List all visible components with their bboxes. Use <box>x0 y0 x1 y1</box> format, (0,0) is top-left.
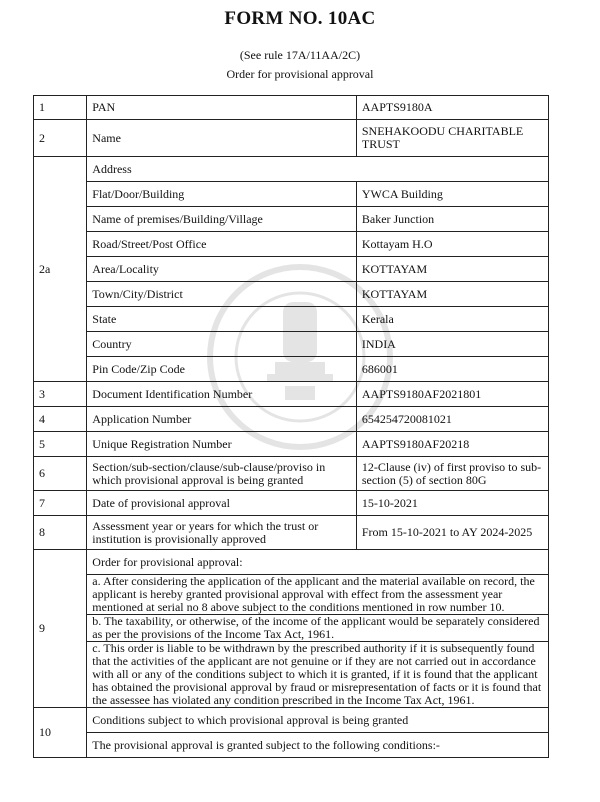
table-row <box>34 642 549 708</box>
field-value: 654254720081021 <box>356 407 548 432</box>
table-row <box>34 157 549 182</box>
table-row <box>34 550 549 575</box>
field-label: Date of provisional approval <box>87 491 357 516</box>
table-row <box>34 516 549 550</box>
field-label: State <box>87 307 357 332</box>
table-row <box>34 232 549 257</box>
field-label: PAN <box>87 96 357 120</box>
table-row <box>34 615 549 642</box>
row-number: 4 <box>34 407 87 432</box>
row-number: 2 <box>34 120 87 157</box>
rule-reference: (See rule 17A/11AA/2C) <box>239 48 361 62</box>
field-label: Order for provisional approval: <box>87 550 549 575</box>
table-row <box>34 332 549 357</box>
field-value: AAPTS9180A <box>356 96 548 120</box>
field-label: Application Number <box>87 407 357 432</box>
field-value: 15-10-2021 <box>356 491 548 516</box>
field-label: Country <box>87 332 357 357</box>
order-clause-b: b. The taxability, or otherwise, of the income of the applicant would be separately considered as per the provisions of the Income Tax Act, 1961. <box>87 615 549 642</box>
table-row <box>34 257 549 282</box>
row-number: 10 <box>34 708 87 758</box>
field-label: Document Identification Number <box>87 382 357 407</box>
field-label: Assessment year or years for which the trust or institution is provisionally approved <box>87 516 357 550</box>
table-row <box>34 96 549 120</box>
table-row <box>34 120 549 157</box>
table-row <box>34 207 549 232</box>
table-row <box>34 575 549 615</box>
table-row <box>34 432 549 457</box>
table-row <box>34 357 549 382</box>
table-row <box>34 307 549 332</box>
field-value: Kottayam H.O <box>356 232 548 257</box>
table-row <box>34 491 549 516</box>
form-title: FORM NO. 10AC <box>224 8 376 29</box>
field-value: KOTTAYAM <box>356 257 548 282</box>
field-value: YWCA Building <box>356 182 548 207</box>
row-number: 7 <box>34 491 87 516</box>
field-label: Pin Code/Zip Code <box>87 357 357 382</box>
table-row <box>34 457 549 491</box>
field-label: Flat/Door/Building <box>87 182 357 207</box>
field-label: Town/City/District <box>87 282 357 307</box>
field-label: Section/sub-section/clause/sub-clause/proviso in which provisional approval is being granted <box>87 457 357 491</box>
field-value: KOTTAYAM <box>356 282 548 307</box>
table-row <box>34 182 549 207</box>
row-number: 2a <box>34 157 87 382</box>
field-value: AAPTS9180AF20218 <box>356 432 548 457</box>
order-clause-a: a. After considering the application of the applicant and the material available on record, the applicant is hereby granted provisional approval with effect from the assessment year mentioned at serial no 8 above subject to the conditions mentioned in row number 10. <box>87 575 549 615</box>
order-clause-c: c. This order is liable to be withdrawn by the prescribed authority if it is subsequently found that the activities of the applicant are not genuine or if they are not carried out in accordance with all or any of the conditions subject to which it is granted, if it is found that the applicant has obtained the provisional approval by fraud or misrepresentation of facts or it is found that the assessee has violated any condition prescribed in the Income Tax Act, 1961. <box>87 642 549 708</box>
row-number: 1 <box>34 96 87 120</box>
row-number: 3 <box>34 382 87 407</box>
row-number: 6 <box>34 457 87 491</box>
row-number: 9 <box>34 550 87 708</box>
table-row <box>34 407 549 432</box>
field-value: 12-Clause (iv) of first proviso to sub-section (5) of section 80G <box>356 457 548 491</box>
field-value: INDIA <box>356 332 548 357</box>
field-label: Unique Registration Number <box>87 432 357 457</box>
field-label: Name <box>87 120 357 157</box>
field-value: 686001 <box>356 357 548 382</box>
table-row <box>34 733 549 758</box>
row-number: 8 <box>34 516 87 550</box>
field-label: Area/Locality <box>87 257 357 282</box>
table-row <box>34 382 549 407</box>
field-label: Address <box>87 157 549 182</box>
field-value: SNEHAKOODU CHARITABLE TRUST <box>356 120 548 157</box>
field-value: From 15-10-2021 to AY 2024-2025 <box>356 516 548 550</box>
field-value: AAPTS9180AF2021801 <box>356 382 548 407</box>
table-row <box>34 282 549 307</box>
field-label: Name of premises/Building/Village <box>87 207 357 232</box>
form-subtitle: Order for provisional approval <box>226 67 374 81</box>
row-number: 5 <box>34 432 87 457</box>
field-value: Baker Junction <box>356 207 548 232</box>
field-value: Kerala <box>356 307 548 332</box>
table-row <box>34 708 549 733</box>
field-label: Road/Street/Post Office <box>87 232 357 257</box>
field-label: Conditions subject to which provisional approval is being granted <box>87 708 549 733</box>
conditions-intro: The provisional approval is granted subject to the following conditions:- <box>87 733 549 758</box>
approval-table <box>33 95 549 758</box>
